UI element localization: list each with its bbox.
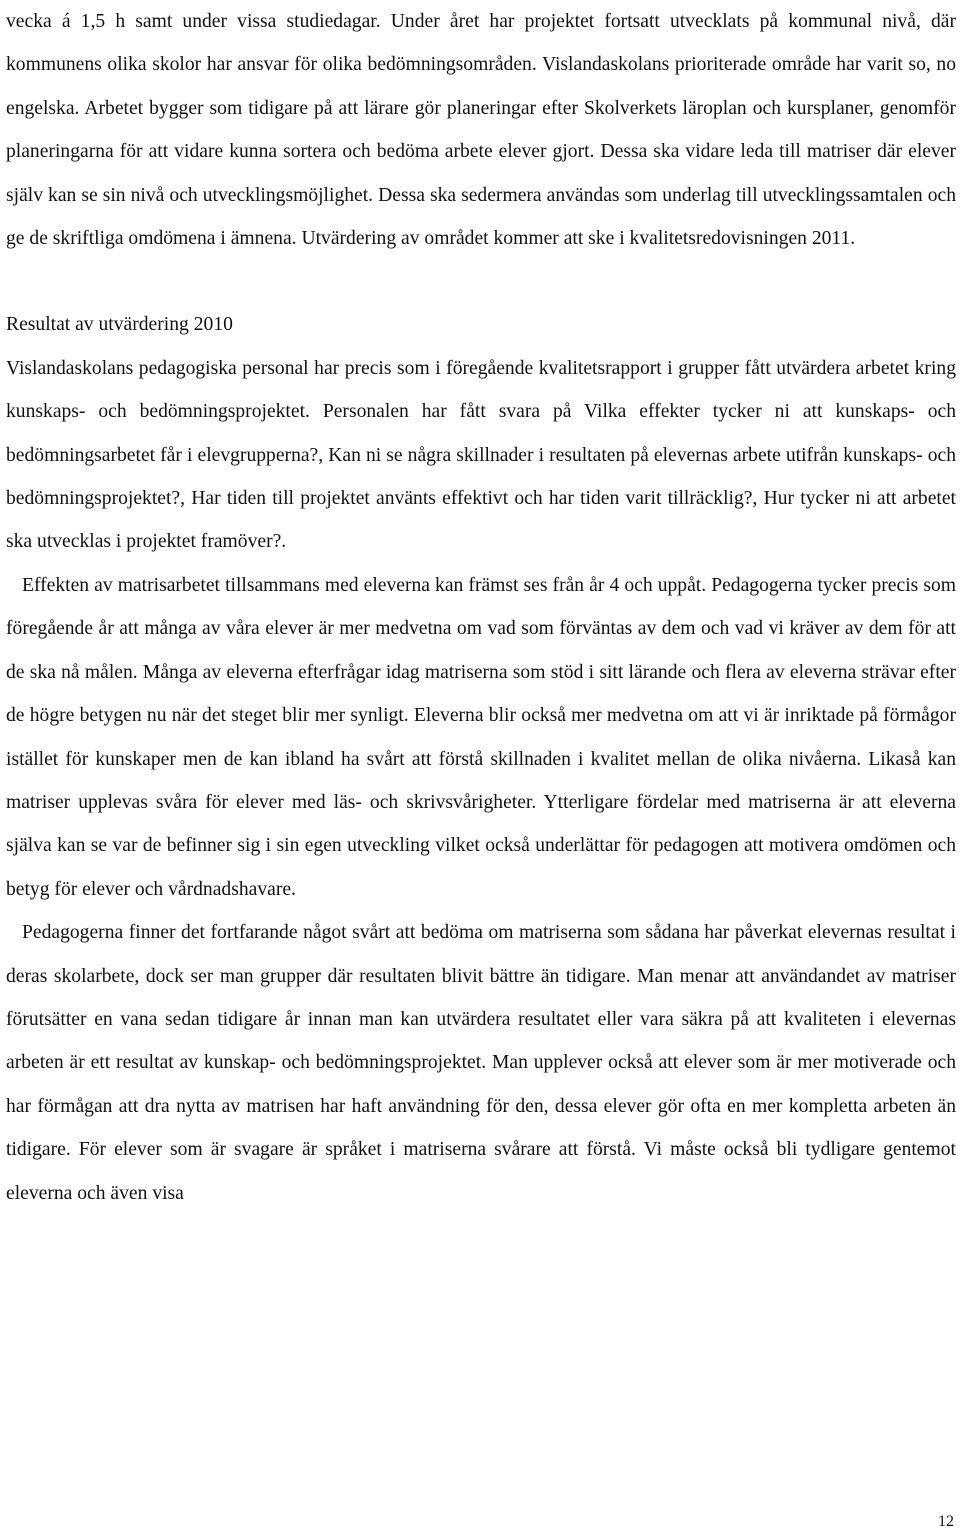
paragraph-evaluation-questions: Vislandaskolans pedagogiska personal har precis som i föregående kvalitetsrapport i grupper fått utvärdera arbetet kring kunskaps- och bedömningsprojektet. Personalen har fått svara på Vilka effekter tycker ni att kunskaps- och bedömningsarbetet får i elevgrupperna?, Kan ni se några skillnader i resultaten på elevernas arbete utifrån kunskaps- och bedömningsprojektet?, Har tiden till projektet använts effektivt och har tiden varit tillräcklig?, Hur tycker ni att arbetet ska utvecklas i projektet framöver?. <box>6 357 956 553</box>
section-heading: Resultat av utvärdering 2010 <box>6 314 233 336</box>
page-number: 12 <box>938 1513 954 1530</box>
paragraph-matrix-effects: Effekten av matrisarbetet tillsammans med eleverna kan främst ses från år 4 och uppåt. Pedagogerna tycker precis som föregående år att många av våra elever är mer medvetna om vad som förväntas av dem och vad vi kräver av dem för att de ska nå målen. Många av eleverna efterfrågar idag matriserna som stöd i sitt lärande och flera av eleverna strävar efter de högre betygen nu när det steget blir mer synligt. Eleverna blir också mer medvetna om att vi är inriktade på förmågor istället för kunskaper men de kan ibland ha svårt att förstå skillnaden i kvalitet mellan de olika nivåerna. Likaså kan matriser upplevas svåra för elever med läs- och skrivsvårigheter. Ytterligare fördelar med matriserna är att eleverna själva kan se var de befinner sig i sin egen utveckling vilket också underlättar för pedagogen att motivera omdömen och betyg för elever och vårdnadshavare. <box>6 574 956 900</box>
paragraph-spacer <box>6 260 956 303</box>
document-page <box>6 0 956 1215</box>
paragraph-project-description: vecka á 1,5 h samt under vissa studiedagar. Under året har projektet fortsatt utvecklats på kommunal nivå, där kommunens olika skolor har ansvar för olika bedömningsområden. Vislandaskolans prioriterade område har varit so, no engelska. Arbetet bygger som tidigare på att lärare gör planeringar efter Skolverkets läroplan och kursplaner, genomför planeringarna för att vidare kunna sortera och bedöma arbete elever gjort. Dessa ska vidare leda till matriser där elever själv kan se sin nivå och utvecklingsmöjlighet. Dessa ska sedermera användas som underlag till utvecklingssamtalen och ge de skriftliga omdömena i ämnena. Utvärdering av området kommer att ske i kvalitetsredovisningen 2011. <box>6 11 956 250</box>
paragraph-results-assessment: Pedagogerna finner det fortfarande något svårt att bedöma om matriserna som sådana har påverkat elevernas resultat i deras skolarbete, dock ser man grupper där resultaten blivit bättre än tidigare. Man menar att användandet av matriser förutsätter en vana sedan tidigare år innan man kan utvärdera resultatet eller vara säkra på att kvaliteten i elevernas arbeten är ett resultat av kunskap- och bedömningsprojektet. Man upplever också att elever som är mer motiverade och har förmågan att dra nytta av matrisen har haft användning för den, dessa elever gör ofta en mer kompletta arbeten än tidigare. För elever som är svagare är språket i matriserna svårare att förstå. Vi måste också bli tydligare gentemot eleverna och även visa <box>6 922 956 1204</box>
